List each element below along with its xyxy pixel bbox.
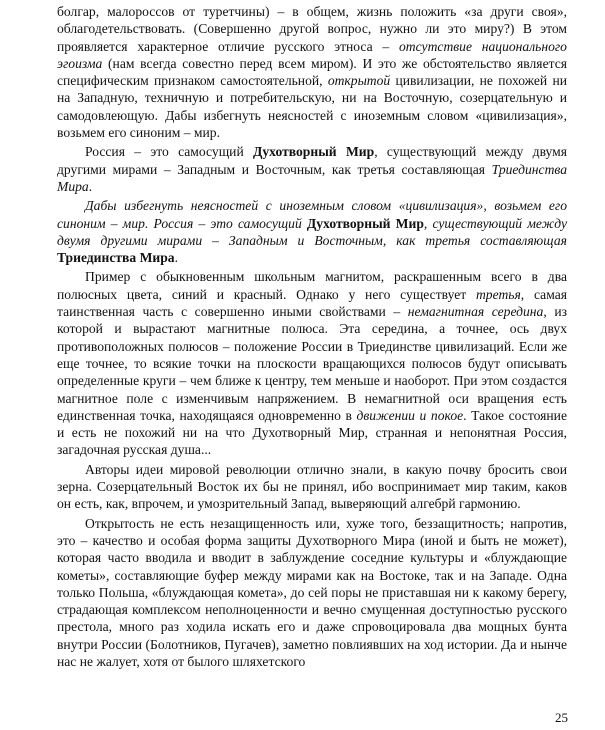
paragraph-3 <box>57 197 567 266</box>
text-span: Духотворный Мир <box>253 144 375 160</box>
paragraph-2 <box>57 143 567 195</box>
paragraph-6 <box>57 515 567 671</box>
paragraph-4 <box>57 268 567 458</box>
text-span: Открытость не есть незащищенность или, хуже того, беззащитность; напротив, это – качество и особая форма защиты Духотворного Мира (иной и быть не может), которая часто вводила и вводит в заблуждение соседние культуры и «блуждающие кометы», составляющие буфер между мирами как на Востоке, так и на Западе. Одна только Польша, «блуждающая комета», до сей поры не приставшая ни к какому берегу, страдающая комплексом неполноценности и вечно смущенная доступностью русского престола, много раз ходила искать его и даже спровоцировала два мощных бунта внутри России (Болотников, Пугачев), заметно повлиявших на ход истории. Да и нынче нас не жалует, хотя от былого шляхетского <box>57 515 567 669</box>
text-span: болгар, малороссов от туретчины) – в общем, жизнь положить «за други своя», облагодетельствовать. (Совершенно другой вопрос, нужно ли это миру?) В этом проявляется характерное отличие русского этноса – <box>57 4 567 54</box>
text-span: отсутствие национального эгоизма <box>57 38 567 71</box>
text-span: , самая таинственная часть с совершенно иными свойствами – <box>57 286 567 320</box>
text-span: , из которой и вырастают магнитные полюса. Эта середина, а точнее, ось двух противоположных полюсов – положение России в Триединстве цивилизаций. Если же еще точнее, то всякие точки на плоскости вращающихся полюсов будут описывать определенные круги – чем ближе к центру, тем меньше и наоборот. При этом создастся магнитное поле с изменчивым напряжением. В немагнитной оси вращения есть единственная точка, находящаяся одновременно в <box>57 304 567 423</box>
text-span: Триединства Мира <box>57 161 567 194</box>
text-span: движении и покое <box>356 407 464 423</box>
page-number: 25 <box>555 710 568 725</box>
text-span: . <box>174 250 179 266</box>
text-span: Авторы идеи мировой революции отлично знали, в какую почву бросить свои зерна. Созерцательный Восток их бы не принял, ибо воспринимает мир таким, каков он есть, как, впрочем, и умозрительный Запад, выверяющий алгебрй гармонию. <box>57 461 567 512</box>
text-span: третья <box>475 286 521 302</box>
text-span: Триединства Мира <box>57 250 175 266</box>
page-text <box>57 3 567 670</box>
text-span: Дабы избегнуть неясностей с иноземным словом «цивилизация», возьмем его синоним – мир. Россия – это самосущий <box>57 198 567 231</box>
paragraph-5 <box>57 461 567 513</box>
text-span: открытой <box>327 73 391 89</box>
text-span: . <box>88 178 93 194</box>
text-span: Пример с обыкновенным школьным магнитом, раскрашенным всего в два полюсных цвета, синий и красный. Однако у него существует <box>57 269 567 302</box>
text-span: немагнитная середина <box>407 304 544 320</box>
text-span: цивилизации, не похожей ни на Западную, техничную и потребительскую, ни на Восточную, созерцательную и самодовлеющую. Дабы избегнуть неясностей с иноземным словом «цивилизация», возьмем его синоним – мир. <box>57 73 568 141</box>
text-span: , существующий между двумя другими мирами – Западным и Восточным, как третья составляющая <box>57 144 567 177</box>
text-span: Духотворный Мир <box>306 215 424 231</box>
text-span: . Такое состояние и есть не похожий ни на что Духотворный Мир, странная и непонятная Россия, загадочная русская душа... <box>57 407 567 458</box>
text-span: (нам всегда совестно перед всем миром). И это же обстоятельство является специфическим признаком самостоятельной, <box>57 55 567 89</box>
text-span: , существующий между двумя другими мирами – Западным и Восточным, как третья составляющая <box>57 215 567 248</box>
paragraph-1 <box>57 3 567 141</box>
text-span: Россия – это самосущий <box>85 144 254 160</box>
